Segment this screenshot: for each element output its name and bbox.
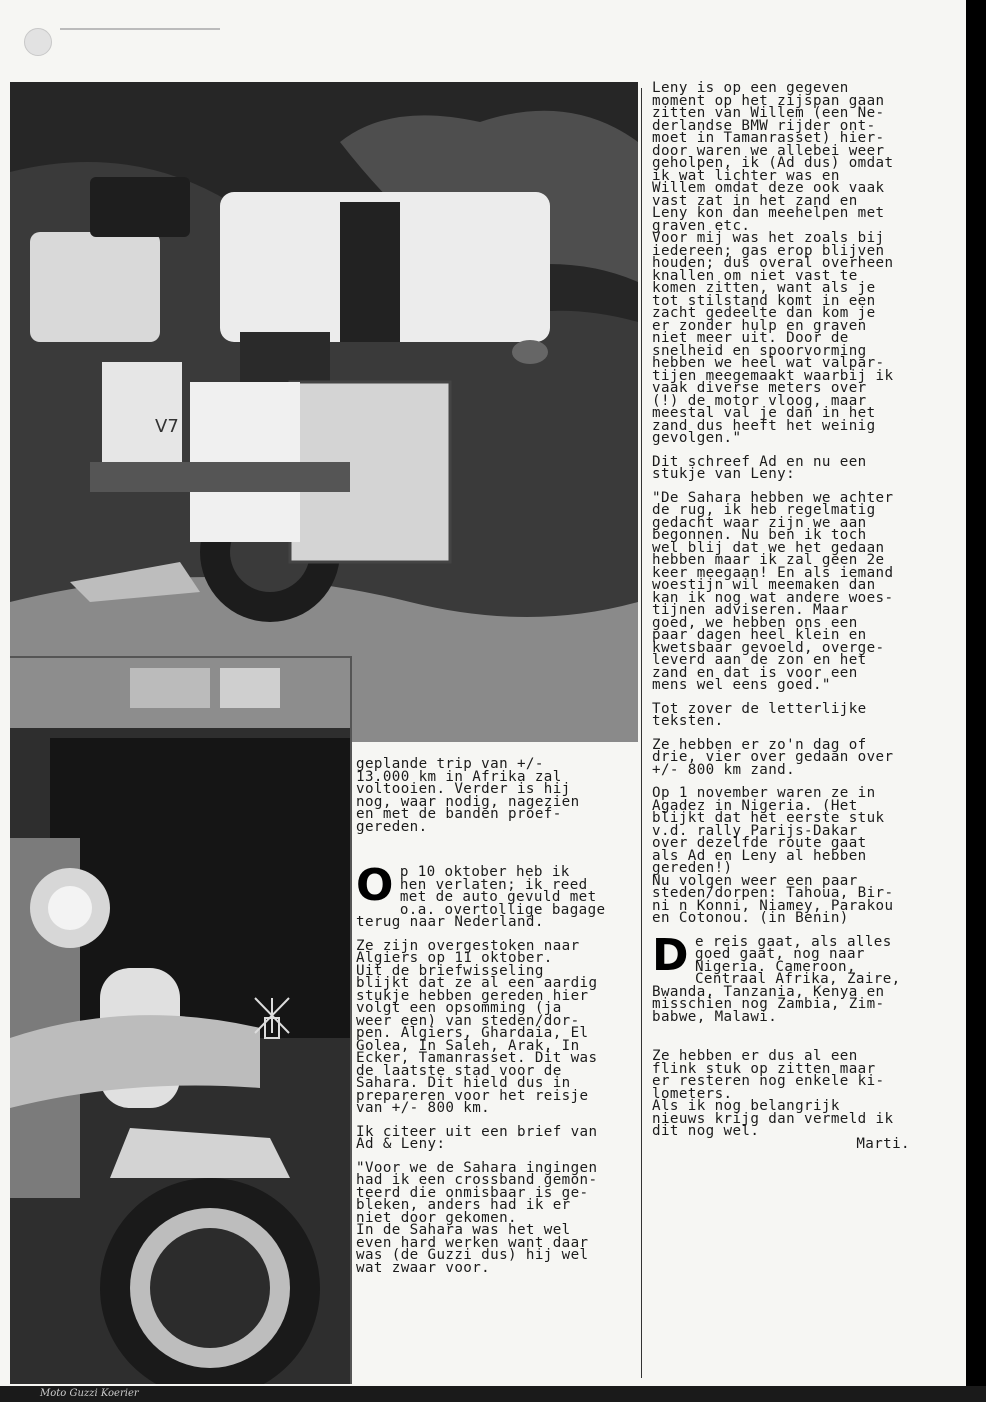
scan-mark [60, 28, 220, 30]
article-column-right [652, 82, 928, 1161]
column-rule [641, 88, 642, 1378]
paragraph-with-dropcap [652, 929, 928, 1025]
scan-border-right [966, 0, 986, 1402]
paragraph: Tot zover de letterlijke teksten. [652, 700, 867, 729]
paragraph-with-dropcap [356, 860, 638, 930]
paragraph: geplande trip van +/- 13.000 km in Afrika zal voltooien. Verder is hij nog, waar nodig, nagezien en met de banden proef- gereden. [356, 756, 580, 835]
paragraph: Ze zijn overgestoken naar Algiers op 11 oktober. Uit de briefwisseling blijkt dat ze al een aardig stukje hebben gereden hier volgt een opsomming (ja weer een) van steden/dor- pen. Algiers, Ghardaia, El Golea, In Saleh, Arak, In Ecker, Tamanrasset. Dit was de laatste stad voor de Sahara. Dit hield dus in prepareren voor het reisje van +/- 800 km. [356, 937, 598, 1116]
paragraph: "Voor we de Sahara ingingen had ik een crossband gemon- teerd die onmisbaar is ge- bleken, anders had ik er niet door gekomen. In de Sahara was het wel even hard werken want daar was (de Guzzi dus) hij wel wat zwaar voor. [356, 1159, 598, 1276]
paragraph: Leny is op een gegeven moment op het zijspan gaan zitten van Willem (een Ne- derlandse BMW rijder ont- moet in Tamanrasset) hier- door waren we allebei weer geholpen, ik (Ad dus) omdat ik wat lichter was en Willem omdat deze ook vaak vast zat in het zand en Leny kon dan meehelpen met graven etc. Voor mij was het zoals bij iedereen; gas erop blijven houden; dus overal overheen knallen om niet vast te komen zitten, want als je tot stilstand komt in een zacht gedeelte dan kom je er zonder hulp en graven niet meer uit. Door de snelheid en spoorvorming hebben we heel wat valpar- tijen meegemaakt waarbij ik vaak diverse meters over (!) de motor vloog, maar meestal val je dan in het zand dus heeft het weinig gevolgen." [652, 80, 894, 446]
motorcycle-luggage-illustration [10, 82, 638, 742]
v7-badge-text: V7 [155, 416, 179, 437]
paragraph-text: p 10 oktober heb ik hen verlaten; ik reed met de auto gevuld met o.a. overtollige bagage terug naar Nederland. [356, 864, 606, 930]
motorcycle-luggage-photo [10, 82, 638, 742]
dropcap: D [652, 929, 689, 981]
paragraph: Op 1 november waren ze in Agadez in Nigeria. (Het blijkt dat het eerste stuk v.d. rally Parijs-Dakar over dezelfde route gaat als Ad en Leny al hebben gereden!) Nu volgen weer een paar steden/dorpen: Tahoua, Bir- ni n Konni, Niamey, Parakou en Cotonou. (in Benin) [652, 785, 894, 926]
paragraph: Ze hebben er dus al een flink stuk op zitten maar er resteren nog enkele ki- lometers. Als ik nog belangrijk nieuws krijg dan vermeld ik dit nog wel. [652, 1048, 894, 1139]
dirt-bike-photo [10, 656, 352, 1384]
paragraph: Ze hebben er zo'n dag of drie, vier over gedaan over +/- 800 km zand. [652, 736, 894, 778]
paragraph: "De Sahara hebben we achter de rug, ik heb regelmatig gedacht waar zijn we aan begonnen. Nu ben ik toch wel blij dat we het gedaan hebben maar ik zal geen 2e keer meegaan! En als iemand woestijn wil meemaken dan kan ik nog wat andere woes- tijnen adviseren. Maar goed, we hebben ons een paar dagen heel klein en kwetsbaar gevoeld, overge- leverd aan de zon en het zand en dat is voor een mens wel eens goed." [652, 489, 894, 693]
binder-hole [24, 28, 52, 56]
scan-border-bottom [0, 1386, 986, 1402]
paragraph: Dit schreef Ad en nu een stukje van Leny: [652, 453, 867, 482]
paragraph: Ik citeer uit een brief van Ad & Leny: [356, 1123, 598, 1152]
article-column-middle [356, 758, 638, 1285]
publication-footer: Moto Guzzi Koerier [40, 1388, 139, 1399]
paragraph-text: e reis gaat, als alles goed gaat, nog naar Nigeria. Cameroon, Centraal Afrika, Zaire, Bwanda, Tanzania, Kenya en misschien nog Zambia, Zim- babwe, Malawi. [652, 933, 901, 1025]
dropcap: O [356, 860, 394, 911]
author-signature: Marti. [856, 1135, 910, 1152]
dirt-bike-illustration [10, 658, 350, 1384]
